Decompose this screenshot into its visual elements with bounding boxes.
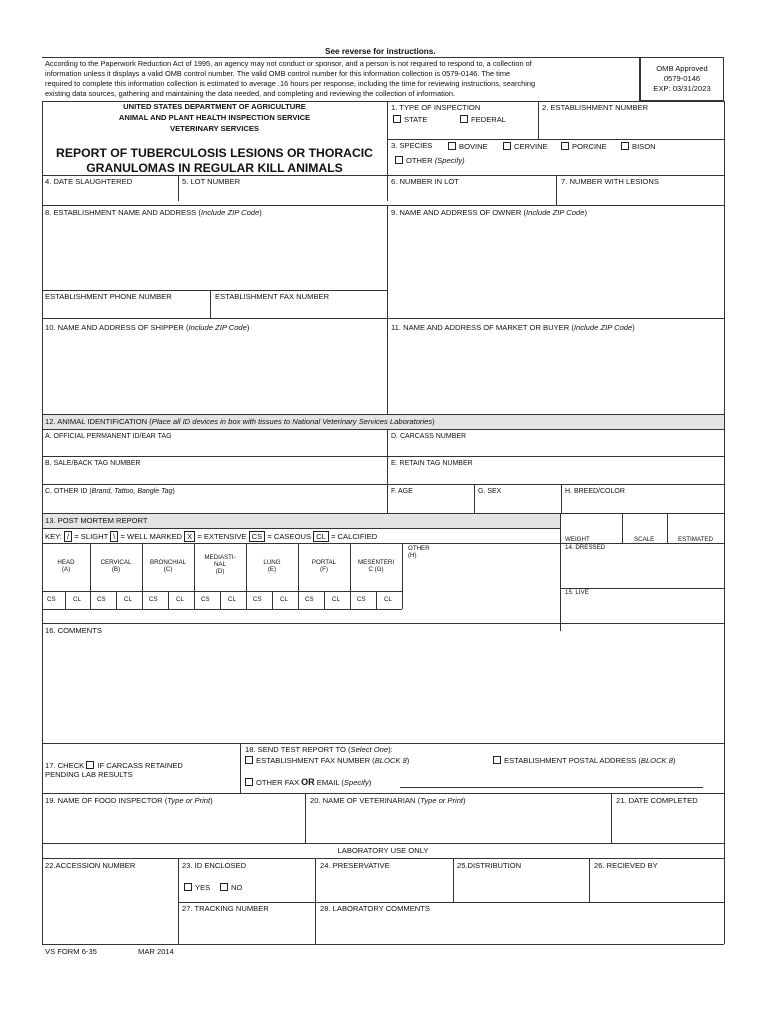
id-enclosed-no[interactable]: NO	[220, 883, 242, 893]
inspection-federal[interactable]: FEDERAL	[460, 115, 506, 125]
other-id-label: C. OTHER ID (Brand, Tattoo, Bangle Tag)	[45, 488, 175, 495]
species-porcine[interactable]: PORCINE	[561, 142, 607, 152]
est-postal-checkbox[interactable]	[493, 756, 501, 764]
scale-header: SCALE	[634, 536, 655, 543]
head-cs: CS	[47, 596, 56, 603]
est-fax-checkbox[interactable]	[245, 756, 253, 764]
portal-cs: CS	[305, 596, 314, 603]
head-cl: CL	[73, 596, 81, 603]
id-enclosed-yes[interactable]: YES	[184, 883, 210, 893]
tracking-number-label: 27. TRACKING NUMBER	[182, 904, 269, 913]
paperwork-line-3: required to complete this information collection is estimated to average .16 hours per response, including the time for reviewing instructions, searching	[45, 79, 536, 88]
mediastinal-cl: CL	[228, 596, 236, 603]
type-of-inspection-label: 1. TYPE OF INSPECTION	[391, 103, 481, 112]
bronchial-cl: CL	[176, 596, 184, 603]
cervical-column: CERVICAL (B)	[100, 559, 132, 573]
send-to-other[interactable]: OTHER FAX OR EMAIL (Specify)	[245, 777, 371, 788]
post-mortem-key: KEY: / = SLIGHT \ = WELL MARKED X = EXTENSIVE CS = CASEOUS CL = CALCIFIED	[45, 532, 378, 541]
form-number: VS FORM 6-35	[45, 947, 97, 956]
owner-name-label: 9. NAME AND ADDRESS OF OWNER (Include ZIP Code)	[391, 208, 587, 217]
animal-identification-label: 12. ANIMAL IDENTIFICATION (Place all ID devices in box with tissues to National Veterinary Services Laboratories)	[45, 417, 435, 426]
bovine-checkbox[interactable]	[448, 142, 456, 150]
laboratory-use-only: LABORATORY USE ONLY	[337, 846, 429, 855]
market-buyer-label: 11. NAME AND ADDRESS OF MARKET OR BUYER (Include ZIP Code)	[391, 323, 635, 332]
comments-field[interactable]	[45, 640, 720, 740]
age-label: F. AGE	[391, 488, 413, 495]
weight-header: WEIGHT	[565, 536, 590, 543]
pending-lab-label: PENDING LAB RESULTS	[45, 770, 133, 779]
comments-label: 16. COMMENTS	[45, 626, 102, 635]
omb-approved: OMB Approved	[656, 64, 708, 73]
form-title-line-1: REPORT OF TUBERCULOSIS LESIONS OR THORACIC	[56, 146, 373, 160]
shipper-name-label: 10. NAME AND ADDRESS OF SHIPPER (Include ZIP Code)	[45, 323, 250, 332]
other-column: OTHER (H)	[408, 545, 430, 559]
id-enclosed-label: 23. ID ENCLOSED	[182, 861, 247, 870]
bison-checkbox[interactable]	[621, 142, 629, 150]
form-title-line-2: GRANULOMAS IN REGULAR KILL ANIMALS	[86, 161, 343, 175]
preservative-label: 24. PRESERVATIVE	[320, 861, 390, 870]
carcass-retained-check[interactable]: 17. CHECK IF CARCASS RETAINED	[45, 761, 183, 770]
portal-column: PORTAL (F)	[311, 559, 337, 573]
cervine-checkbox[interactable]	[503, 142, 511, 150]
sex-label: G. SEX	[478, 488, 502, 495]
sale-back-tag-label: B. SALE/BACK TAG NUMBER	[45, 460, 141, 467]
species-other[interactable]: OTHER (Specify)	[395, 156, 465, 166]
cervical-cl: CL	[124, 596, 132, 603]
form-date: MAR 2014	[138, 947, 174, 956]
official-id-label: A. OFFICIAL PERMANENT ID/EAR TAG	[45, 433, 172, 440]
lung-cl: CL	[280, 596, 288, 603]
accession-number-label: 22.ACCESSION NUMBER	[45, 861, 136, 870]
number-with-lesions-label: 7. NUMBER WITH LESIONS	[561, 177, 659, 186]
other-fax-email-checkbox[interactable]	[245, 778, 253, 786]
retain-tag-label: E. RETAIN TAG NUMBER	[391, 460, 473, 467]
establishment-phone-label: ESTABLISHMENT PHONE NUMBER	[45, 292, 172, 301]
omb-exp: EXP: 03/31/2023	[653, 84, 711, 93]
bronchial-cs: CS	[149, 596, 158, 603]
species-cervine[interactable]: CERVINE	[503, 142, 548, 152]
species-label: 3. SPECIES	[391, 141, 433, 150]
distribution-label: 25.DISTRIBUTION	[457, 861, 522, 870]
mesenteric-cl: CL	[384, 596, 392, 603]
omb-number: 0579-0146	[663, 74, 701, 83]
state-checkbox[interactable]	[393, 115, 401, 123]
other-fax-email-input[interactable]	[400, 787, 703, 788]
mesenteric-cs: CS	[357, 596, 366, 603]
veterinarian-label: 20. NAME OF VETERINARIAN (Type or Print)	[310, 796, 466, 805]
carcass-number-label: D. CARCASS NUMBER	[391, 433, 467, 440]
other-species-checkbox[interactable]	[395, 156, 403, 164]
lung-column: LUNG (E)	[263, 559, 281, 573]
laboratory-comments-label: 28. LABORATORY COMMENTS	[320, 904, 430, 913]
lot-number-label: 5. LOT NUMBER	[182, 177, 241, 186]
establishment-fax-label: ESTABLISHMENT FAX NUMBER	[215, 292, 330, 301]
mediastinal-cs: CS	[201, 596, 210, 603]
species-bison[interactable]: BISON	[621, 142, 656, 152]
paperwork-line-4: existing data sources, gathering and maintaining the data needed, and completing and reviewing the collection of information.	[45, 89, 456, 98]
agency-vs: VETERINARY SERVICES	[170, 124, 259, 133]
establishment-number-label: 2. ESTABLISHMENT NUMBER	[542, 103, 649, 112]
lung-cs: CS	[253, 596, 262, 603]
id-yes-checkbox[interactable]	[184, 883, 192, 891]
agency-usda: UNITED STATES DEPARTMENT OF AGRICULTURE	[123, 102, 306, 111]
bronchial-column: BRONCHIAL (C)	[149, 559, 187, 573]
number-in-lot-label: 6. NUMBER IN LOT	[391, 177, 459, 186]
date-slaughtered-label: 4. DATE SLAUGHTERED	[45, 177, 133, 186]
send-to-est-fax[interactable]: ESTABLISHMENT FAX NUMBER (BLOCK 8)	[245, 756, 409, 766]
date-completed-label: 21. DATE COMPLETED	[616, 796, 698, 805]
received-by-label: 26. RECIEVED BY	[594, 861, 658, 870]
portal-cl: CL	[332, 596, 340, 603]
send-report-label: 18. SEND TEST REPORT TO (Select One):	[245, 745, 393, 754]
live-weight-label: 15. LIVE	[565, 589, 589, 596]
carcass-retained-checkbox[interactable]	[86, 761, 94, 769]
porcine-checkbox[interactable]	[561, 142, 569, 150]
paperwork-line-1: According to the Paperwork Reduction Act of 1995, an agency may not conduct or sponsor, and a person is not required to respond to, a collection of	[45, 59, 532, 68]
agency-aphis: ANIMAL AND PLANT HEALTH INSPECTION SERVICE	[118, 113, 311, 122]
establishment-name-label: 8. ESTABLISHMENT NAME AND ADDRESS (Include ZIP Code)	[45, 208, 262, 217]
federal-checkbox[interactable]	[460, 115, 468, 123]
reverse-note: See reverse for instructions.	[325, 47, 436, 56]
dressed-weight-label: 14. DRESSED	[565, 544, 606, 551]
inspection-state[interactable]: STATE	[393, 115, 427, 125]
breed-color-label: H. BREED/COLOR	[565, 488, 625, 495]
food-inspector-label: 19. NAME OF FOOD INSPECTOR (Type or Print)	[45, 796, 213, 805]
head-column: HEAD (A)	[57, 559, 75, 573]
send-to-est-postal[interactable]: ESTABLISHMENT POSTAL ADDRESS (BLOCK 8)	[493, 756, 675, 766]
post-mortem-label: 13. POST MORTEM REPORT	[45, 516, 148, 525]
paperwork-line-2: information unless it displays a valid OMB control number. The valid OMB control number for this information collection is 0579-0146. The time	[45, 69, 511, 78]
estimated-header: ESTIMATED	[678, 536, 713, 543]
mediastinal-column: MEDIASTI- NAL (D)	[204, 554, 236, 575]
id-no-checkbox[interactable]	[220, 883, 228, 891]
species-bovine[interactable]: BOVINE	[448, 142, 488, 152]
mesenteric-column: MESENTERI C (G)	[357, 559, 395, 573]
cervical-cs: CS	[97, 596, 106, 603]
